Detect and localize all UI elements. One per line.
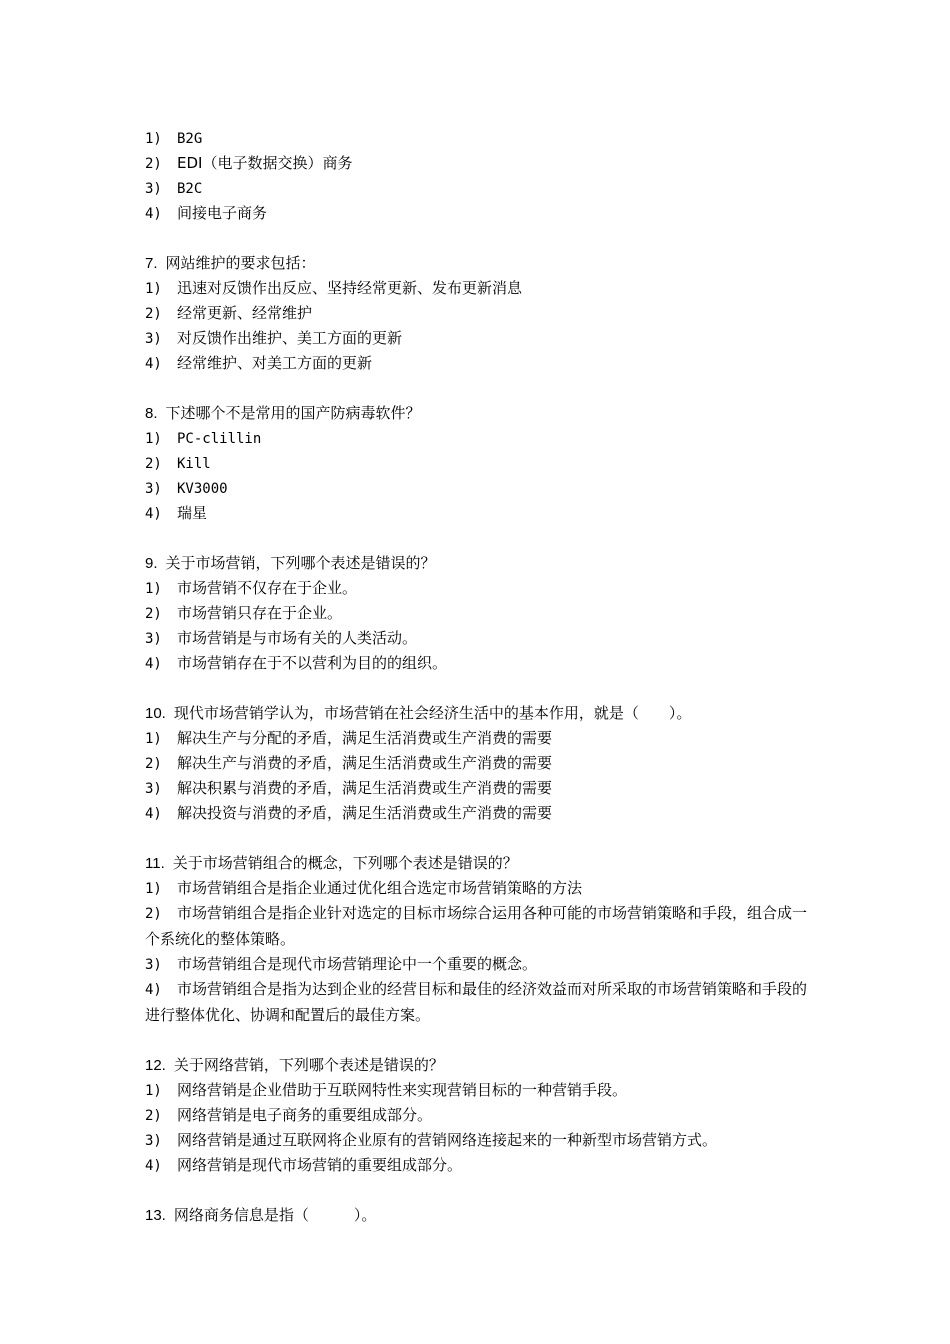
question-8 <box>145 401 815 526</box>
question-text: 关于市场营销，下列哪个表述是错误的？ <box>165 554 436 572</box>
question-text: 网站维护的要求包括： <box>165 254 316 272</box>
option-line <box>145 126 815 151</box>
option-text: 网络营销是现代市场营销的重要组成部分。 <box>177 1156 463 1174</box>
option-text: B2G <box>177 131 203 147</box>
option-line <box>145 952 815 977</box>
option-number: 4) <box>145 206 162 222</box>
option-text: 市场营销只存在于企业。 <box>177 604 343 622</box>
option-line <box>145 176 815 201</box>
option-number: 3) <box>145 781 162 797</box>
option-line <box>145 1153 815 1178</box>
option-number: 4) <box>145 982 162 998</box>
option-line <box>145 301 815 326</box>
option-line <box>145 1078 815 1103</box>
option-line <box>145 501 815 526</box>
spacer <box>145 226 815 251</box>
option-text: 解决积累与消费的矛盾，满足生活消费或生产消费的需要 <box>177 779 553 797</box>
option-text: 市场营销存在于不以营利为目的的组织。 <box>177 654 448 672</box>
question-line <box>145 1053 815 1078</box>
document-page <box>145 126 815 1228</box>
option-number: 2) <box>145 606 162 622</box>
option-line <box>145 651 815 676</box>
question-number: 10. <box>145 705 166 722</box>
option-number: 3) <box>145 331 162 347</box>
question-text: 网络商务信息是指（ ）。 <box>173 1206 377 1224</box>
question-10 <box>145 701 815 826</box>
option-number: 4) <box>145 356 162 372</box>
spacer <box>145 826 815 851</box>
option-line <box>145 1128 815 1153</box>
spacer <box>145 376 815 401</box>
question-line <box>145 551 815 576</box>
question-7 <box>145 251 815 376</box>
option-text: 解决生产与消费的矛盾，满足生活消费或生产消费的需要 <box>177 754 553 772</box>
option-line <box>145 776 815 801</box>
spacer <box>145 1028 815 1053</box>
question-text: 下述哪个不是常用的国产防病毒软件？ <box>165 404 421 422</box>
option-number: 2) <box>145 456 162 472</box>
option-text: 瑞星 <box>177 504 208 522</box>
option-number: 2) <box>145 756 162 772</box>
option-text: 解决投资与消费的矛盾，满足生活消费或生产消费的需要 <box>177 804 553 822</box>
option-text: 间接电子商务 <box>177 204 268 222</box>
spacer <box>145 676 815 701</box>
option-number: 1) <box>145 731 162 747</box>
option-text: 经常维护、对美工方面的更新 <box>177 354 373 372</box>
option-number: 2) <box>145 306 162 322</box>
option-text: 网络营销是通过互联网将企业原有的营销网络连接起来的一种新型市场营销方式。 <box>177 1131 718 1149</box>
option-line <box>145 576 815 601</box>
option-line <box>145 751 815 776</box>
option-line <box>145 876 815 901</box>
question-number: 9. <box>145 555 158 572</box>
option-line <box>145 326 815 351</box>
question-12 <box>145 1053 815 1178</box>
option-text: 市场营销不仅存在于企业。 <box>177 579 358 597</box>
option-number: 4) <box>145 806 162 822</box>
option-text: PC-clillin <box>177 431 262 447</box>
option-number: 2) <box>145 906 162 922</box>
option-line <box>145 151 815 176</box>
option-number: 2) <box>145 1108 162 1124</box>
option-number: 4) <box>145 1158 162 1174</box>
option-line <box>145 1103 815 1128</box>
option-number: 3) <box>145 181 162 197</box>
option-number: 1) <box>145 881 162 897</box>
option-text: 网络营销是电子商务的重要组成部分。 <box>177 1106 433 1124</box>
option-number: 1) <box>145 581 162 597</box>
option-line <box>145 201 815 226</box>
option-line <box>145 626 815 651</box>
option-line <box>145 601 815 626</box>
option-number: 4) <box>145 506 162 522</box>
option-text: 迅速对反馈作出反应、坚持经常更新、发布更新消息 <box>177 279 523 297</box>
option-line <box>145 726 815 751</box>
option-line <box>145 476 815 501</box>
option-number: 1) <box>145 1083 162 1099</box>
question-line <box>145 1203 815 1228</box>
spacer <box>145 1178 815 1203</box>
option-line <box>145 451 815 476</box>
question-text: 关于市场营销组合的概念，下列哪个表述是错误的？ <box>172 854 518 872</box>
option-number: 1) <box>145 281 162 297</box>
question-line <box>145 701 815 726</box>
option-number: 3) <box>145 631 162 647</box>
option-number: 1) <box>145 431 162 447</box>
option-text: 经常更新、经常维护 <box>177 304 313 322</box>
option-text: 市场营销组合是现代市场营销理论中一个重要的概念。 <box>177 955 538 973</box>
question-11 <box>145 851 815 1028</box>
question-number: 8. <box>145 405 158 422</box>
question-line <box>145 401 815 426</box>
question-9 <box>145 551 815 676</box>
option-text: 市场营销是与市场有关的人类活动。 <box>177 629 418 647</box>
question-number: 12. <box>145 1057 166 1074</box>
option-text: EDI（电子数据交换）商务 <box>177 154 353 172</box>
question-6-options <box>145 126 815 226</box>
option-number: 3) <box>145 1133 162 1149</box>
option-number: 2) <box>145 156 162 172</box>
question-line <box>145 851 815 876</box>
option-line <box>145 801 815 826</box>
option-text: Kill <box>177 456 211 472</box>
option-line <box>145 351 815 376</box>
option-number: 4) <box>145 656 162 672</box>
option-text: 市场营销组合是指为达到企业的经营目标和最佳的经济效益而对所采取的市场营销策略和手段的进行整体优化、协调和配置后的最佳方案。 <box>145 980 808 1024</box>
option-text: 市场营销组合是指企业通过优化组合选定市场营销策略的方法 <box>177 879 583 897</box>
question-13 <box>145 1203 815 1228</box>
question-text: 关于网络营销，下列哪个表述是错误的？ <box>173 1056 444 1074</box>
option-text: 对反馈作出维护、美工方面的更新 <box>177 329 403 347</box>
question-text: 现代市场营销学认为，市场营销在社会经济生活中的基本作用，就是（ ）。 <box>173 704 692 722</box>
question-number: 13. <box>145 1207 166 1224</box>
option-text: B2C <box>177 181 203 197</box>
option-number: 1) <box>145 131 162 147</box>
question-number: 7. <box>145 255 158 272</box>
option-text: 市场营销组合是指企业针对选定的目标市场综合运用各种可能的市场营销策略和手段，组合成一个系统化的整体策略。 <box>145 904 808 948</box>
option-number: 3) <box>145 957 162 973</box>
question-number: 11. <box>145 855 165 872</box>
option-line <box>145 276 815 301</box>
option-line <box>145 426 815 451</box>
option-line <box>145 977 815 1028</box>
option-text: 网络营销是企业借助于互联网特性来实现营销目标的一种营销手段。 <box>177 1081 628 1099</box>
option-text: KV3000 <box>177 481 228 497</box>
option-text: 解决生产与分配的矛盾，满足生活消费或生产消费的需要 <box>177 729 553 747</box>
question-line <box>145 251 815 276</box>
option-line <box>145 901 815 952</box>
spacer <box>145 526 815 551</box>
option-number: 3) <box>145 481 162 497</box>
